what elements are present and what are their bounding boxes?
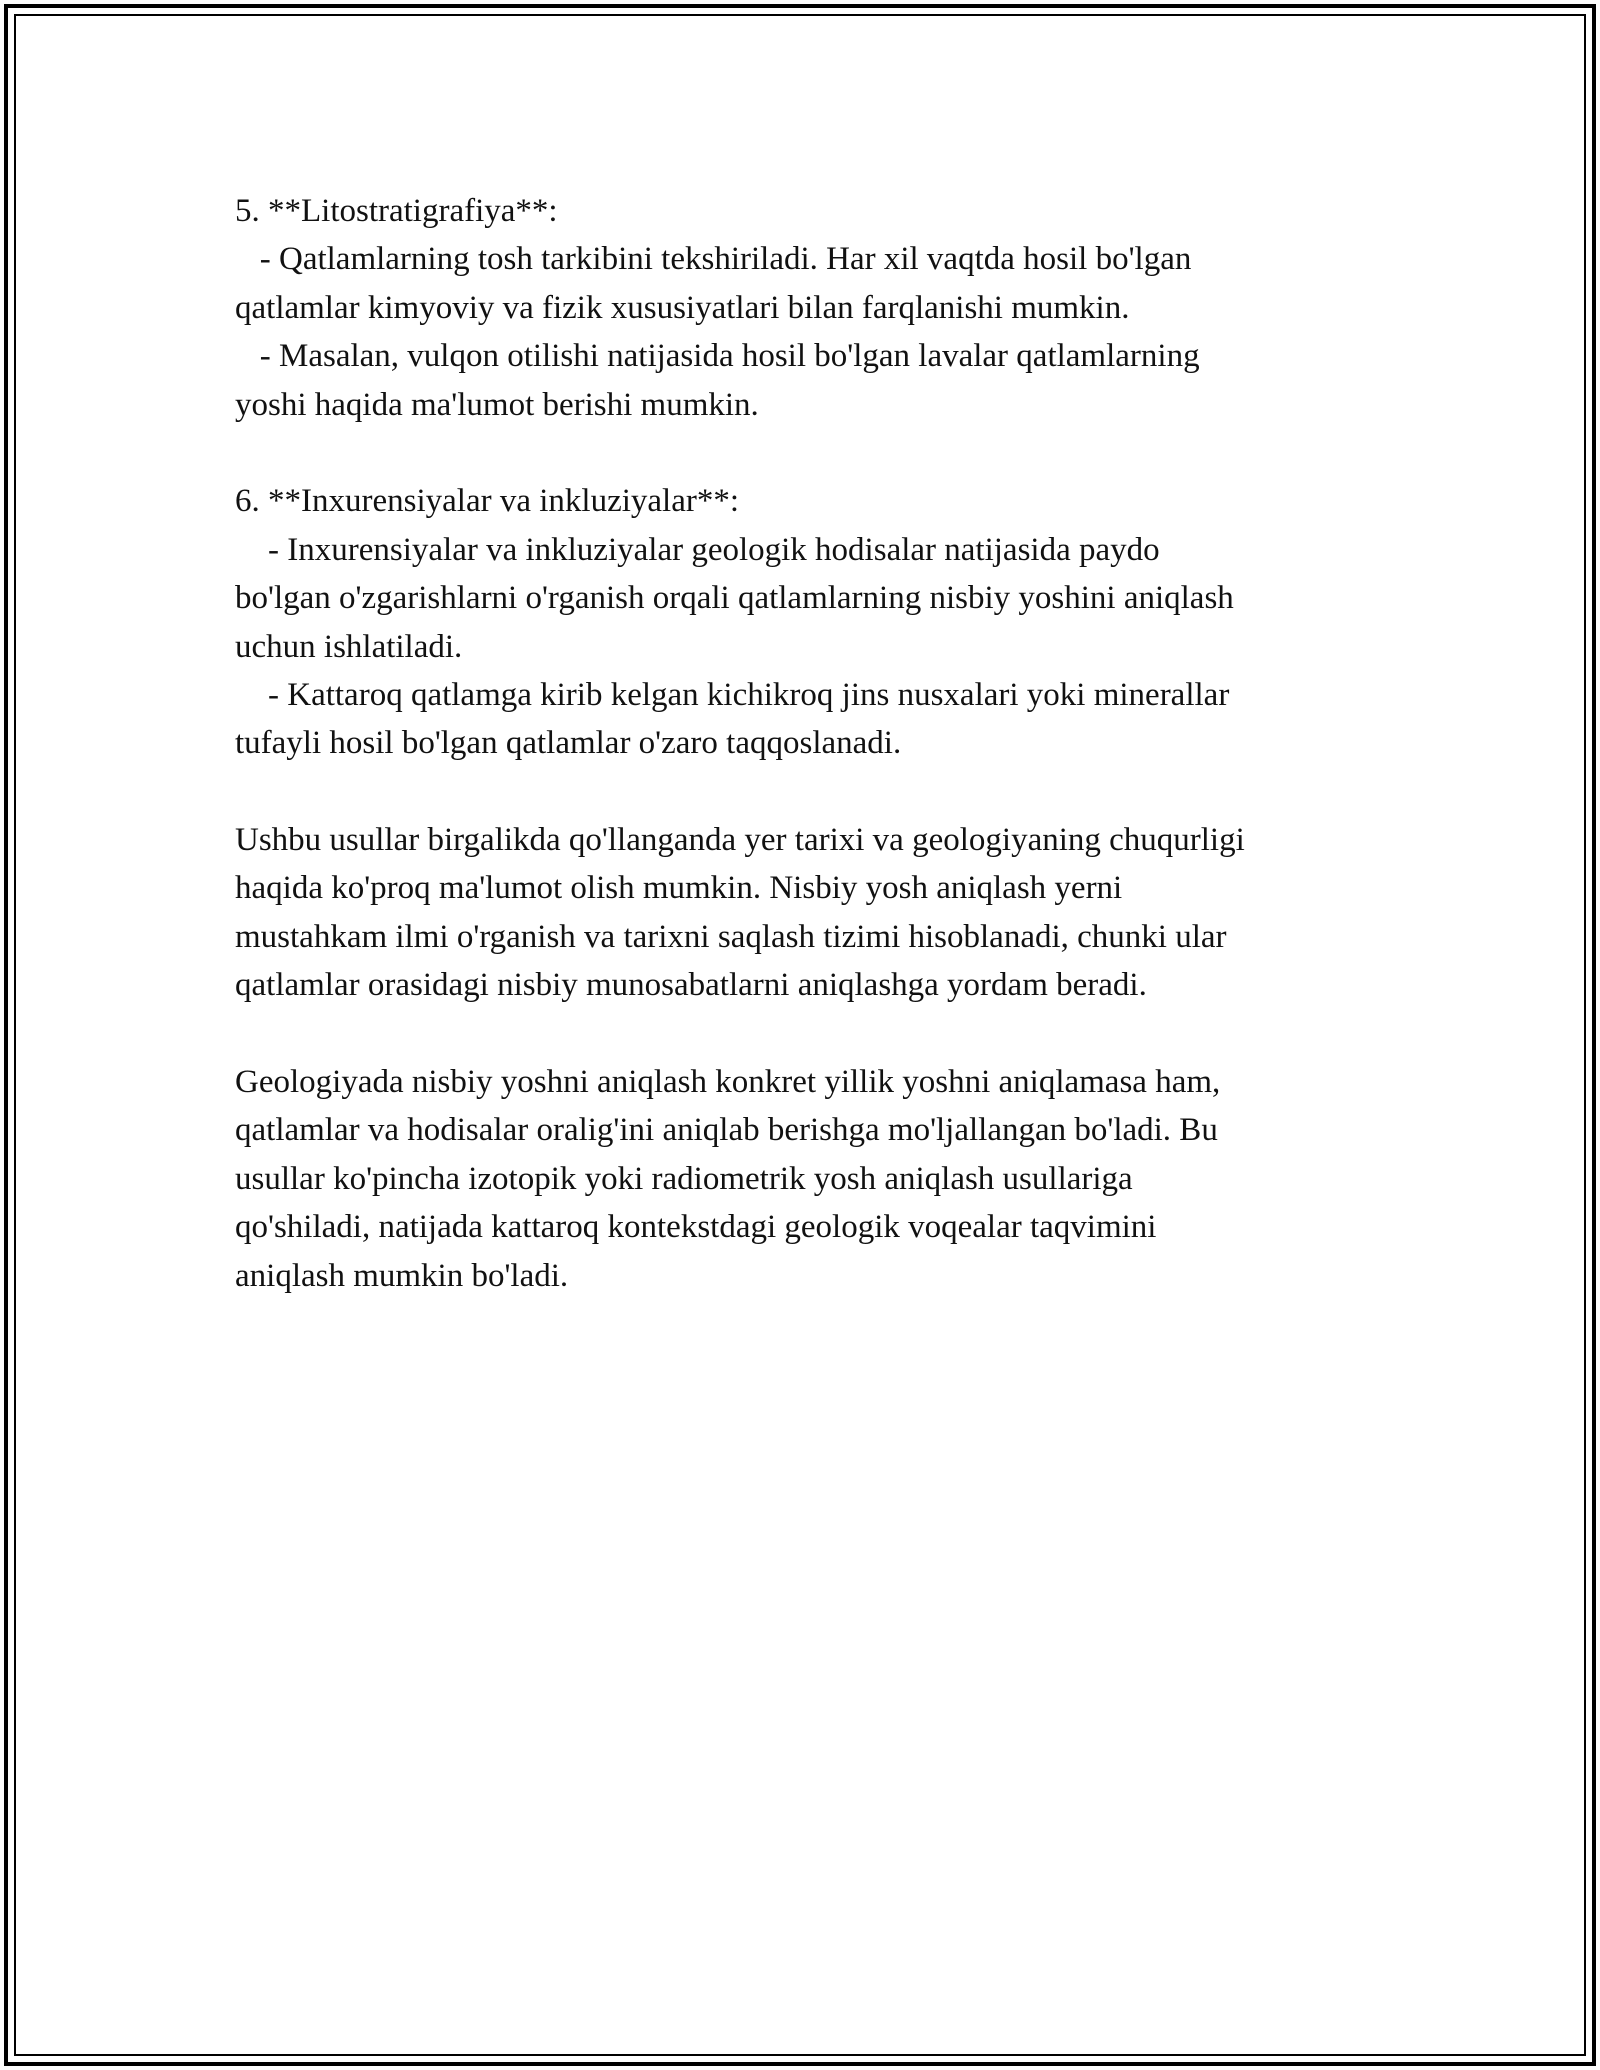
paragraph-text-line: qatlamlar orasidagi nisbiy munosabatlarni aniqlashga yordam beradi.	[235, 967, 1147, 1004]
paragraph-text-line: Ushbu usullar birgalikda qo'llanganda yer tarixi va geologiyaning chuqurligi	[235, 822, 1245, 859]
section-text-line: tufayli hosil bo'lgan qatlamlar o'zaro taqqoslanadi.	[235, 725, 902, 762]
section-heading-litostratigrafiya: 5. **Litostratigrafiya**:	[235, 193, 558, 229]
paragraph-spacer	[235, 768, 1385, 816]
section-heading-inxurensiyalar: 6. **Inxurensiyalar va inkluziyalar**:	[235, 483, 740, 520]
section-text-line: bo'lgan o'zgarishlarni o'rganish orqali qatlamlarning nisbiy yoshini aniqlash	[235, 580, 1234, 617]
section-text-line: qatlamlar kimyoviy va fizik xususiyatlari bilan farqlanishi mumkin.	[235, 289, 1130, 326]
paragraph-text-line: usullar ko'pincha izotopik yoki radiometrik yosh aniqlash usullariga	[235, 1160, 1133, 1197]
section-text-line: - Inxurensiyalar va inkluziyalar geologik hodisalar natijasida paydo	[235, 531, 1160, 568]
document-body	[235, 187, 1385, 1300]
section-text-line: - Qatlamlarning tosh tarkibini tekshiriladi. Har xil vaqtda hosil bo'lgan	[235, 241, 1192, 278]
paragraph-text-line: aniqlash mumkin bo'ladi.	[235, 1257, 569, 1294]
paragraph-spacer	[235, 1010, 1385, 1058]
paragraph-text-line: haqida ko'proq ma'lumot olish mumkin. Nisbiy yosh aniqlash yerni	[235, 870, 1123, 907]
paragraph-text-line: Geologiyada nisbiy yoshni aniqlash konkret yillik yoshni aniqlamasa ham,	[235, 1064, 1221, 1101]
section-text-line: - Masalan, vulqon otilishi natijasida hosil bo'lgan lavalar qatlamlarning	[235, 338, 1200, 375]
paragraph-text-line: qatlamlar va hodisalar oralig'ini aniqlab berishga mo'ljallangan bo'ladi. Bu	[235, 1112, 1218, 1149]
paragraph-text-line: qo'shiladi, natijada kattaroq kontekstdagi geologik voqealar taqvimini	[235, 1209, 1157, 1246]
section-text-line: - Kattaroq qatlamga kirib kelgan kichikroq jins nusxalari yoki minerallar	[235, 676, 1230, 713]
paragraph-spacer	[235, 429, 1385, 477]
section-text-line: uchun ishlatiladi.	[235, 628, 463, 665]
section-text-line: yoshi haqida ma'lumot berishi mumkin.	[235, 386, 759, 423]
paragraph-text-line: mustahkam ilmi o'rganish va tarixni saqlash tizimi hisoblanadi, chunki ular	[235, 918, 1227, 955]
